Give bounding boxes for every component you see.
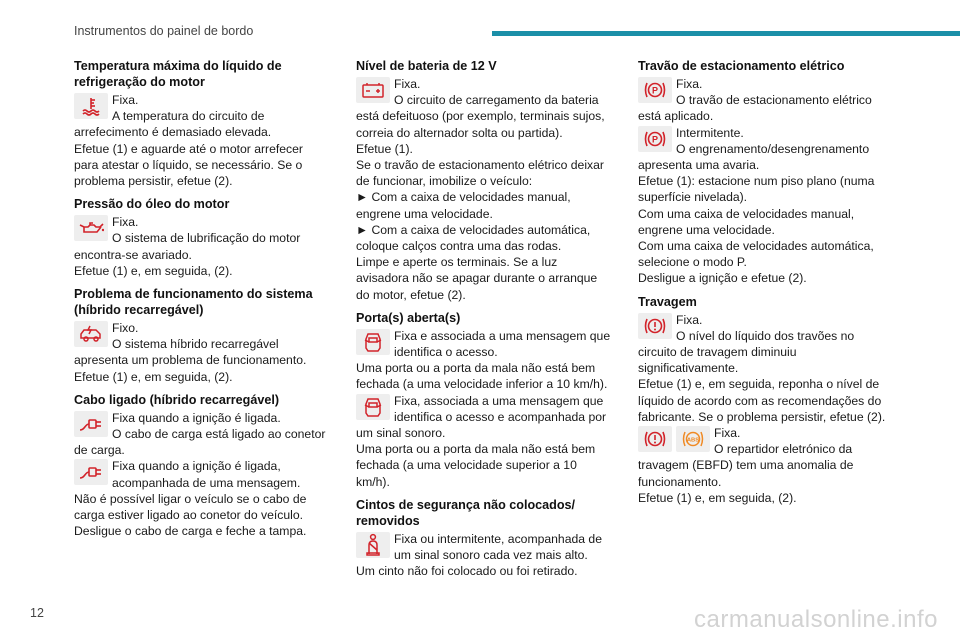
entry-text: Fixa.: [112, 93, 139, 107]
page-header-title: Instrumentos do painel de bordo: [74, 24, 254, 38]
warning-section: [74, 58, 330, 189]
warning-section: [356, 310, 612, 490]
entry-text: A temperatura do circuito de arrefecimento é demasiado elevada.: [74, 109, 272, 140]
entry-text: Um cinto não foi colocado ou foi retirado.: [356, 564, 578, 579]
entry-text: O repartidor eletrónico da travagem (EBFD) tem uma anomalia de funcionamento.: [638, 442, 854, 489]
warning-entry: [74, 92, 330, 189]
warning-section: [74, 286, 330, 385]
section-title: Temperatura máxima do líquido de refrigeração do motor: [74, 59, 282, 89]
warning-entry: [638, 425, 894, 506]
entry-text: Fixa quando a ignição é ligada.: [112, 410, 281, 425]
door-open-icon: [356, 394, 390, 420]
entry-text: Se o travão de estacionamento elétrico deixar de funcionar, imobilize o veículo:: [356, 158, 604, 189]
warning-section: [356, 497, 612, 580]
entry-text: Uma porta ou a porta da mala não está bem fechada (a uma velocidade superior a 10 km/h).: [356, 442, 596, 489]
section-title: Travagem: [638, 294, 697, 309]
charging-cable-icon: [74, 459, 108, 485]
section-title: Pressão do óleo do motor: [74, 197, 230, 212]
entry-text: Desligue a ignição e efetue (2).: [638, 271, 807, 286]
battery-icon: [356, 77, 390, 103]
entry-text: Efetue (1) e, em seguida, reponha o nível de líquido de acordo com as recomendações do fabricante. Se o problema persistir, efetue (2).: [638, 377, 886, 424]
column-2: [356, 58, 612, 586]
section-title: Porta(s) aberta(s): [356, 310, 461, 325]
entry-text: Fixa e associada a uma mensagem que identifica o acesso.: [394, 328, 611, 360]
seatbelt-icon: [356, 532, 390, 558]
coolant-temperature-icon: [74, 93, 108, 119]
entry-text: Fixa ou intermitente, acompanhada de um sinal sonoro cada vez mais alto.: [394, 531, 602, 563]
section-title: Nível de bateria de 12 V: [356, 59, 497, 73]
column-3: [638, 58, 894, 513]
section-title: Cintos de segurança não colocados/ removidos: [356, 497, 576, 528]
warning-entry: [356, 76, 612, 303]
header-accent-bar: [492, 31, 960, 36]
entry-text: O cabo de carga está ligado ao conetor de carga.: [74, 427, 326, 458]
warning-entry: [74, 458, 330, 539]
warning-entry: [638, 125, 894, 287]
entry-text: Efetue (1) e, em seguida, (2).: [74, 369, 233, 384]
icon-group: [638, 426, 710, 452]
page-number: 12: [30, 606, 44, 620]
entry-text: Efetue (1) e aguarde até o motor arrefecer para atestar o líquido, se necessário. Se o problema persistir, efetue (2).: [74, 141, 303, 189]
svg-text:ABS: ABS: [686, 437, 700, 444]
warning-section: [638, 294, 894, 506]
entry-text: Fixa, associada a uma mensagem que identifica o acesso e acompanhada por um sinal sonoro.: [356, 393, 607, 441]
entry-text: O engrenamento/desengrenamento apresenta uma avaria.: [638, 141, 870, 173]
entry-text: Com uma caixa de velocidades manual, engrene uma velocidade.: [638, 206, 855, 237]
charging-cable-icon: [74, 411, 108, 437]
entry-text: ► Com a caixa de velocidades manual, engrene uma velocidade.: [356, 190, 571, 221]
svg-text:P: P: [651, 85, 659, 96]
entry-text: Efetue (1): estacione num piso plano (numa superfície nivelada).: [638, 174, 875, 205]
oil-pressure-icon: [74, 215, 108, 241]
warning-section: [638, 58, 894, 287]
entry-text: Com uma caixa de velocidades automática, selecione o modo P.: [638, 239, 874, 270]
warning-section: [356, 58, 612, 303]
brake-warning-icon: [638, 313, 672, 339]
parking-brake-icon: [638, 77, 672, 103]
entry-text: Fixo.: [112, 321, 139, 336]
entry-text: Efetue (1).: [356, 141, 413, 156]
entry-text: Fixa.: [112, 215, 139, 230]
door-open-icon: [356, 329, 390, 355]
watermark: carmanualsonline.info: [694, 606, 938, 633]
entry-text: O travão de estacionamento elétrico está aplicado.: [638, 93, 872, 124]
warning-entry: [356, 393, 612, 490]
section-title: Cabo ligado (híbrido recarregável): [74, 392, 280, 407]
entry-text: O sistema híbrido recarregável apresenta um problema de funcionamento.: [74, 337, 307, 368]
warning-section: [74, 196, 330, 279]
warning-entry: [638, 76, 894, 125]
entry-text: ► Com a caixa de velocidades automática, coloque calços contra uma das rodas.: [356, 222, 591, 254]
entry-text: Limpe e aperte os terminais. Se a luz avisadora não se apagar durante o arranque do motor, efetue (2).: [356, 255, 598, 302]
entry-text: O circuito de carregamento da bateria está defeituoso (por exemplo, terminais sujos, correia do alternador solta ou partida).: [356, 93, 605, 140]
entry-text: O nível do líquido dos travões no circuito de travagem diminuiu significativamente.: [638, 328, 855, 376]
warning-entry: [74, 214, 330, 279]
entry-text: Não é possível ligar o veículo se o cabo de carga estiver ligado ao conetor do veículo.: [74, 491, 307, 523]
warning-section: [74, 392, 330, 540]
parking-brake-icon: [638, 126, 672, 152]
section-title: Problema de funcionamento do sistema (híbrido recarregável): [74, 287, 313, 318]
entry-text: Efetue (1) e, em seguida, (2).: [638, 490, 797, 505]
warning-entry: [356, 328, 612, 393]
brake-warning-icon: [638, 426, 672, 452]
entry-text: Fixa.: [676, 312, 703, 327]
warning-entry: [74, 320, 330, 385]
entry-text: Fixa.: [676, 77, 703, 91]
abs-icon: [676, 426, 710, 452]
entry-text: Efetue (1) e, em seguida, (2).: [74, 263, 233, 278]
entry-text: Desligue o cabo de carga e feche a tampa.: [74, 524, 307, 539]
entry-text: Intermitente.: [676, 125, 744, 140]
section-title: Travão de estacionamento elétrico: [638, 59, 845, 73]
warning-entry: [74, 410, 330, 459]
hybrid-system-fault-icon: [74, 321, 108, 347]
entry-text: Uma porta ou a porta da mala não está bem fechada (a uma velocidade inferior a 10 km/h).: [356, 361, 608, 392]
warning-entry: [356, 531, 612, 580]
warning-entry: [638, 312, 894, 425]
svg-text:P: P: [651, 134, 659, 145]
column-1: [74, 58, 330, 546]
entry-text: O sistema de lubrificação do motor encontra-se avariado.: [74, 231, 301, 262]
entry-text: Fixa.: [714, 426, 741, 441]
entry-text: Fixa.: [394, 77, 421, 91]
entry-text: Fixa quando a ignição é ligada, acompanhada de uma mensagem.: [112, 459, 301, 490]
